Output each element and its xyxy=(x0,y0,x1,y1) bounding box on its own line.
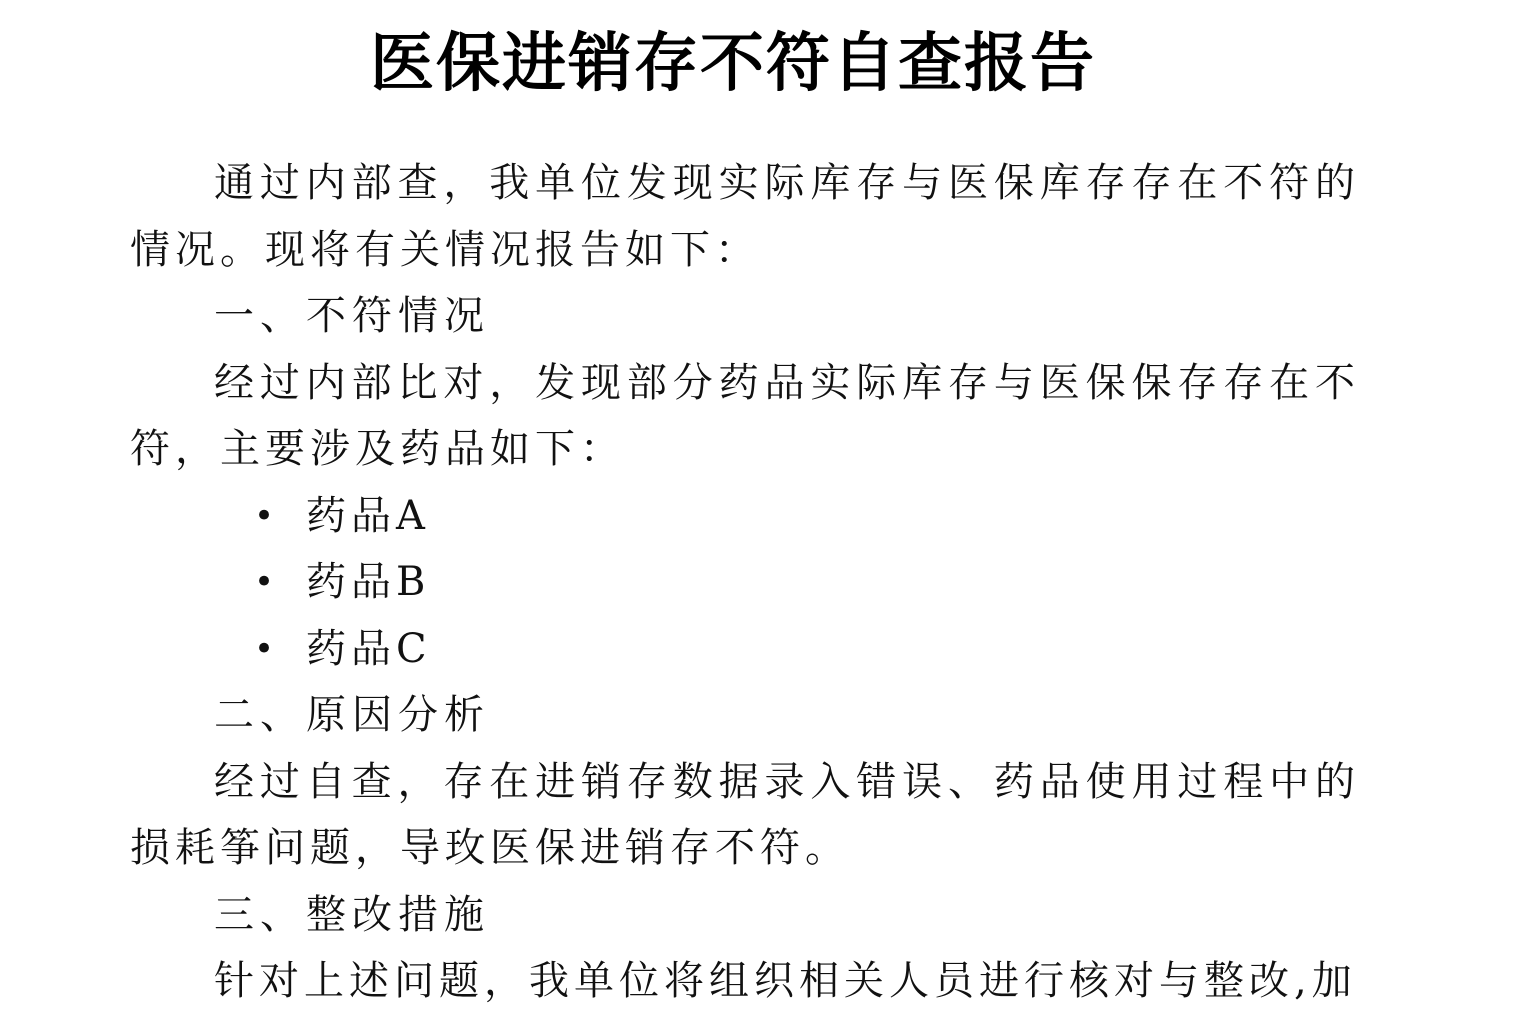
list-item xyxy=(130,483,1360,550)
intro-paragraph: 通过内部查，我单位发现实际库存与医保库存存在不符的情况。现将有关情况报告如下： xyxy=(130,160,1360,273)
section-heading-cause: 二、原因分析 xyxy=(214,692,490,738)
list-item xyxy=(130,549,1360,616)
page-title: 医保进销存不符自查报告 xyxy=(370,27,1096,101)
bullet-dot-icon: • xyxy=(254,562,280,602)
section-heading-mismatch: 一、不符情况 xyxy=(214,293,490,339)
mismatch-paragraph: 经过内部比对，发现部分药品实际库存与医保保存存在不符，主要涉及药品如下： xyxy=(130,359,1360,472)
document-body xyxy=(130,150,1360,1015)
drug-name: 药品A xyxy=(306,492,430,539)
list-item xyxy=(130,616,1360,683)
measures-paragraph: 针对上述问题，我单位将组织相关人员进行核对与整改,加 xyxy=(214,958,1357,1004)
drug-name: 药品B xyxy=(306,559,431,605)
bullet-dot-icon: • xyxy=(254,495,280,536)
section-heading-measures: 三、整改措施 xyxy=(214,891,490,938)
cause-paragraph: 经过自查，存在进销存数据录入错误、药品使用过程中的损耗筝问题，导玫医保进销存不符。 xyxy=(130,758,1360,871)
bullet-dot-icon: • xyxy=(254,628,280,669)
drug-list xyxy=(130,483,1360,683)
drug-name: 药品C xyxy=(306,625,432,672)
